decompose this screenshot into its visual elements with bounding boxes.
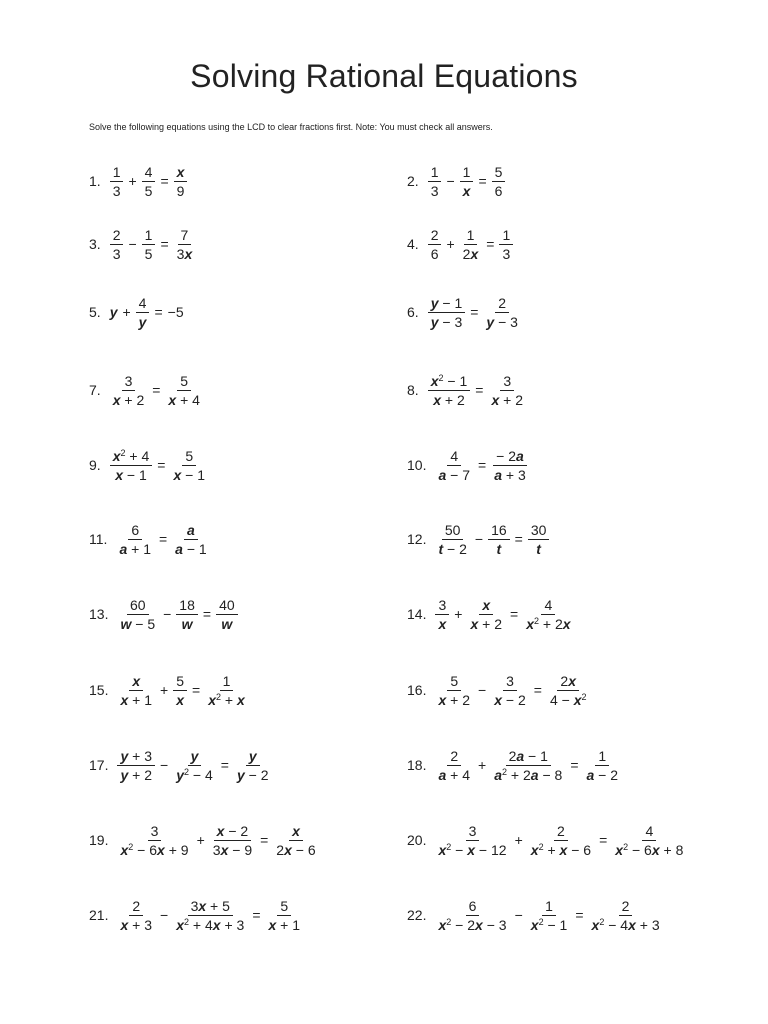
operator: − xyxy=(478,682,487,698)
numerator: 3x + 5 xyxy=(188,897,233,916)
problem-number: 13 . xyxy=(89,606,108,622)
denominator: x + 1 xyxy=(120,691,153,708)
fraction xyxy=(491,747,565,784)
numerator: a xyxy=(184,521,198,540)
fraction xyxy=(173,897,247,934)
numerator: 50 xyxy=(442,521,464,540)
fraction xyxy=(435,447,473,484)
problem-number: 3 . xyxy=(89,236,101,252)
denominator: x + 2 xyxy=(438,691,471,708)
fraction xyxy=(584,747,622,784)
operator: = xyxy=(220,757,229,773)
problem-10 xyxy=(407,443,531,487)
numerator: 4 xyxy=(541,596,555,615)
fraction xyxy=(460,226,482,263)
fraction xyxy=(491,672,529,709)
numerator: 5 xyxy=(277,897,291,916)
numerator: 1 xyxy=(542,897,556,916)
problem-number: 5 . xyxy=(89,304,101,320)
denominator: 5 xyxy=(144,245,153,262)
numerator: 5 xyxy=(492,163,506,182)
numerator: y xyxy=(188,747,202,766)
denominator: x + 2 xyxy=(433,391,465,408)
numerator: x xyxy=(129,672,143,691)
instructions: Solve the following equations using the LCD to clear fractions first. Note: You must check all answers. xyxy=(89,122,493,132)
operator: − xyxy=(514,907,523,923)
operator: = xyxy=(514,531,523,547)
fraction xyxy=(205,672,248,709)
numerator: $x^2 + 4$ xyxy=(110,447,153,466)
denominator: x + 2 xyxy=(470,615,502,632)
denominator: 3 xyxy=(112,182,121,199)
denominator: $x^2 - x - 12$ xyxy=(438,841,507,858)
numerator: 18 xyxy=(176,596,198,615)
problem-number: 20 . xyxy=(407,832,426,848)
fraction xyxy=(136,294,150,331)
problem-number: 7 . xyxy=(89,382,101,398)
equation xyxy=(426,372,528,409)
fraction xyxy=(117,672,155,709)
problem-12 xyxy=(407,517,551,561)
numerator: 4 xyxy=(447,447,461,466)
numerator: 3 xyxy=(122,372,136,391)
denominator: x xyxy=(176,691,184,708)
operator: = xyxy=(160,236,169,252)
equation xyxy=(115,897,305,934)
operator: − xyxy=(160,907,169,923)
operator: = xyxy=(154,304,163,320)
denominator: y + 2 xyxy=(120,766,153,783)
fraction xyxy=(528,521,550,558)
numerator: 2 xyxy=(554,822,568,841)
denominator: a − 1 xyxy=(175,540,207,557)
numerator: 1 xyxy=(460,163,474,182)
operator: = xyxy=(478,173,487,189)
numerator: 5 xyxy=(177,372,191,391)
denominator: $4 - x^2$ xyxy=(549,691,587,708)
fraction xyxy=(547,672,590,709)
numerator: 30 xyxy=(528,521,550,540)
problem-11 xyxy=(89,517,212,561)
denominator: 3x xyxy=(176,245,193,262)
operator: = xyxy=(533,682,542,698)
equation xyxy=(108,294,186,331)
denominator: y − 2 xyxy=(236,766,269,783)
fraction xyxy=(110,447,153,484)
operator: + xyxy=(160,682,169,698)
problem-number: 4 . xyxy=(407,236,419,252)
equation xyxy=(108,163,190,200)
numerator: 60 xyxy=(127,596,149,615)
equation xyxy=(426,226,516,263)
denominator: a − 2 xyxy=(586,766,619,783)
numerator: 1 xyxy=(595,747,609,766)
fraction xyxy=(117,596,158,633)
equation xyxy=(433,596,575,633)
page-title: Solving Rational Equations xyxy=(190,58,578,94)
fraction xyxy=(173,747,216,784)
numerator: 5 xyxy=(447,672,461,691)
problem-21 xyxy=(89,893,305,937)
numerator: 3 xyxy=(435,596,449,615)
operator: = xyxy=(486,236,495,252)
denominator: x − 2 xyxy=(494,691,526,708)
fraction xyxy=(528,897,571,934)
equation xyxy=(426,294,523,331)
denominator: x − 1 xyxy=(173,466,205,483)
problem-14 xyxy=(407,592,576,636)
denominator: y − 3 xyxy=(430,313,463,330)
term: −5 xyxy=(167,304,184,320)
numerator: 1 xyxy=(110,163,124,182)
problem-5 xyxy=(89,290,186,334)
operator: = xyxy=(478,457,487,473)
numerator: 1 xyxy=(220,672,234,691)
fraction xyxy=(435,521,469,558)
numerator: y + 3 xyxy=(117,747,155,766)
fraction xyxy=(110,226,124,263)
equation xyxy=(433,521,551,558)
numerator: 3 xyxy=(503,672,517,691)
numerator: x xyxy=(479,596,493,615)
problem-number: 6 . xyxy=(407,304,419,320)
numerator: x − 2 xyxy=(214,822,252,841)
fraction xyxy=(499,226,513,263)
denominator: x + 2 xyxy=(112,391,145,408)
problem-7 xyxy=(89,368,205,412)
denominator: t − 2 xyxy=(438,540,467,557)
denominator: x + 1 xyxy=(268,916,301,933)
denominator: a − 7 xyxy=(438,466,471,483)
numerator: x xyxy=(289,822,303,841)
problem-number: 17 . xyxy=(89,757,108,773)
operator: − xyxy=(163,606,172,622)
operator: + xyxy=(478,757,487,773)
fraction xyxy=(210,822,255,859)
denominator: $x^2 + x - 6$ xyxy=(530,841,592,858)
equation xyxy=(115,822,320,859)
numerator: 16 xyxy=(488,521,510,540)
denominator: 5 xyxy=(144,182,153,199)
denominator: $x^2 + 2x$ xyxy=(526,615,571,632)
problem-19 xyxy=(89,818,321,862)
numerator: − 2a xyxy=(493,447,527,466)
denominator: t xyxy=(496,540,502,557)
fraction xyxy=(117,747,155,784)
denominator: 3x − 9 xyxy=(212,841,253,858)
fraction xyxy=(117,897,155,934)
numerator: 2 xyxy=(447,747,461,766)
numerator: 2 xyxy=(428,226,442,245)
operator: + xyxy=(454,606,463,622)
equation xyxy=(433,822,688,859)
fraction xyxy=(428,294,466,331)
denominator: x + 4 xyxy=(168,391,200,408)
fraction xyxy=(266,897,304,934)
numerator: 2 xyxy=(619,897,633,916)
numerator: 2 xyxy=(495,294,509,313)
fraction xyxy=(172,521,210,558)
problem-20 xyxy=(407,818,688,862)
denominator: a + 4 xyxy=(438,766,471,783)
numerator: y − 1 xyxy=(428,294,466,313)
operator: − xyxy=(474,531,484,547)
fraction xyxy=(173,672,187,709)
numerator: 1 xyxy=(142,226,156,245)
numerator: 3 xyxy=(500,372,514,391)
problem-number: 15 . xyxy=(89,682,108,698)
denominator: $x^2 - 2x - 3$ xyxy=(438,916,507,933)
problem-2 xyxy=(407,159,507,203)
operator: + xyxy=(128,173,137,189)
denominator: $a^2 + 2a - 8$ xyxy=(494,766,563,783)
denominator: 9 xyxy=(176,182,185,199)
problem-6 xyxy=(407,290,523,334)
numerator: 5 xyxy=(182,447,196,466)
denominator: x xyxy=(438,615,447,632)
denominator: 2x xyxy=(462,245,479,262)
fraction xyxy=(234,747,272,784)
problem-number: 14 . xyxy=(407,606,426,622)
operator: = xyxy=(260,832,269,848)
operator: = xyxy=(192,682,201,698)
equation xyxy=(108,372,205,409)
numerator: 6 xyxy=(466,897,480,916)
fraction xyxy=(528,822,594,859)
equation xyxy=(433,672,591,709)
numerator: 2x xyxy=(557,672,579,691)
fraction xyxy=(428,163,442,200)
operator: = xyxy=(599,832,608,848)
numerator: 6 xyxy=(128,521,142,540)
denominator: $x^2 - 1$ xyxy=(530,916,568,933)
denominator: 3 xyxy=(502,245,511,262)
denominator: 6 xyxy=(494,182,503,199)
fraction xyxy=(110,163,124,200)
numerator: 4 xyxy=(136,294,150,313)
numerator: 4 xyxy=(642,822,656,841)
fraction xyxy=(428,372,471,409)
equation xyxy=(114,521,211,558)
denominator: 6 xyxy=(430,245,439,262)
fraction xyxy=(174,163,188,200)
problem-18 xyxy=(407,743,623,787)
fraction xyxy=(467,596,505,633)
problem-22 xyxy=(407,893,665,937)
equation xyxy=(115,747,273,784)
numerator: y xyxy=(246,747,260,766)
problem-8 xyxy=(407,368,528,412)
numerator: 1 xyxy=(428,163,442,182)
fraction xyxy=(491,447,529,484)
problem-16 xyxy=(407,668,592,712)
denominator: y − 3 xyxy=(486,313,518,330)
problem-1 xyxy=(89,159,189,203)
fraction xyxy=(170,447,208,484)
problem-number: 22 . xyxy=(407,907,426,923)
fraction xyxy=(435,822,509,859)
numerator: 4 xyxy=(142,163,156,182)
operator: = xyxy=(158,531,168,547)
operator: + xyxy=(514,832,523,848)
fraction xyxy=(488,372,526,409)
denominator: $y^2 - 4$ xyxy=(176,766,213,783)
fraction xyxy=(435,596,449,633)
numerator: $x^2 - 1$ xyxy=(428,372,471,391)
problem-number: 1 . xyxy=(89,173,101,189)
problem-17 xyxy=(89,743,274,787)
denominator: 3 xyxy=(430,182,439,199)
operator: + xyxy=(196,832,205,848)
fraction xyxy=(174,226,196,263)
denominator: a + 1 xyxy=(119,540,151,557)
fraction xyxy=(117,822,191,859)
operator: + xyxy=(446,236,455,252)
equation xyxy=(108,226,198,263)
denominator: $x^2 + x$ xyxy=(208,691,245,708)
fraction xyxy=(142,226,156,263)
fraction xyxy=(165,372,203,409)
operator: = xyxy=(252,907,261,923)
operator: = xyxy=(152,382,161,398)
problem-number: 9 . xyxy=(89,457,101,473)
numerator: 1 xyxy=(499,226,513,245)
equation xyxy=(115,672,249,709)
fraction xyxy=(435,747,473,784)
numerator: 5 xyxy=(173,672,187,691)
problem-number: 8 . xyxy=(407,382,419,398)
fraction xyxy=(176,596,198,633)
fraction xyxy=(428,226,442,263)
equation xyxy=(433,447,530,484)
fraction xyxy=(612,822,686,859)
denominator: w xyxy=(181,615,193,632)
denominator: y xyxy=(138,313,147,330)
operator: = xyxy=(202,606,212,622)
operator: = xyxy=(575,907,584,923)
denominator: $x^2 - 4x + 3$ xyxy=(591,916,660,933)
term: y xyxy=(109,304,118,320)
problem-15 xyxy=(89,668,250,712)
denominator: $x^2 + 4x + 3$ xyxy=(176,916,245,933)
denominator: 2x − 6 xyxy=(276,841,316,858)
denominator: $x^2 - 6x + 8$ xyxy=(615,841,684,858)
fraction xyxy=(460,163,474,200)
numerator: 2 xyxy=(110,226,124,245)
problem-number: 12 . xyxy=(407,531,426,547)
equation xyxy=(426,163,508,200)
fraction xyxy=(488,521,510,558)
fraction xyxy=(492,163,506,200)
problem-13 xyxy=(89,592,240,636)
problem-number: 18 . xyxy=(407,757,426,773)
denominator: x + 2 xyxy=(491,391,523,408)
denominator: x xyxy=(462,182,471,199)
numerator: 2a − 1 xyxy=(506,747,551,766)
numerator: 40 xyxy=(216,596,238,615)
equation xyxy=(108,447,210,484)
fraction xyxy=(142,163,156,200)
problem-4 xyxy=(407,222,515,266)
operator: = xyxy=(475,382,484,398)
problem-9 xyxy=(89,443,210,487)
operator: = xyxy=(470,304,479,320)
fraction xyxy=(216,596,238,633)
fraction xyxy=(435,897,509,934)
numerator: x xyxy=(174,163,188,182)
problem-3 xyxy=(89,222,197,266)
fraction xyxy=(116,521,154,558)
fraction xyxy=(110,372,148,409)
operator: = xyxy=(157,457,166,473)
fraction xyxy=(523,596,573,633)
operator: + xyxy=(122,304,131,320)
numerator: 3 xyxy=(466,822,480,841)
denominator: w xyxy=(221,615,233,632)
fraction xyxy=(483,294,521,331)
fraction xyxy=(273,822,318,859)
fraction xyxy=(435,672,473,709)
equation xyxy=(115,596,239,633)
numerator: 1 xyxy=(464,226,478,245)
denominator: a + 3 xyxy=(494,466,526,483)
fraction xyxy=(589,897,663,934)
operator: − xyxy=(128,236,137,252)
equation xyxy=(433,747,623,784)
numerator: 3 xyxy=(148,822,162,841)
problem-number: 19 . xyxy=(89,832,108,848)
denominator: w − 5 xyxy=(120,615,156,632)
denominator: x − 1 xyxy=(115,466,147,483)
operator: − xyxy=(446,173,455,189)
denominator: x + 3 xyxy=(120,916,153,933)
operator: = xyxy=(160,173,169,189)
problem-number: 10 . xyxy=(407,457,426,473)
problem-number: 21 . xyxy=(89,907,108,923)
equation xyxy=(433,897,664,934)
operator: = xyxy=(570,757,579,773)
denominator: 3 xyxy=(112,245,121,262)
numerator: 2 xyxy=(129,897,143,916)
problem-number: 16 . xyxy=(407,682,426,698)
problem-number: 2 . xyxy=(407,173,419,189)
denominator: $x^2 - 6x + 9$ xyxy=(120,841,189,858)
denominator: t xyxy=(536,540,541,557)
numerator: 7 xyxy=(178,226,192,245)
operator: = xyxy=(510,606,519,622)
problem-number: 11 . xyxy=(89,531,107,547)
operator: − xyxy=(160,757,169,773)
